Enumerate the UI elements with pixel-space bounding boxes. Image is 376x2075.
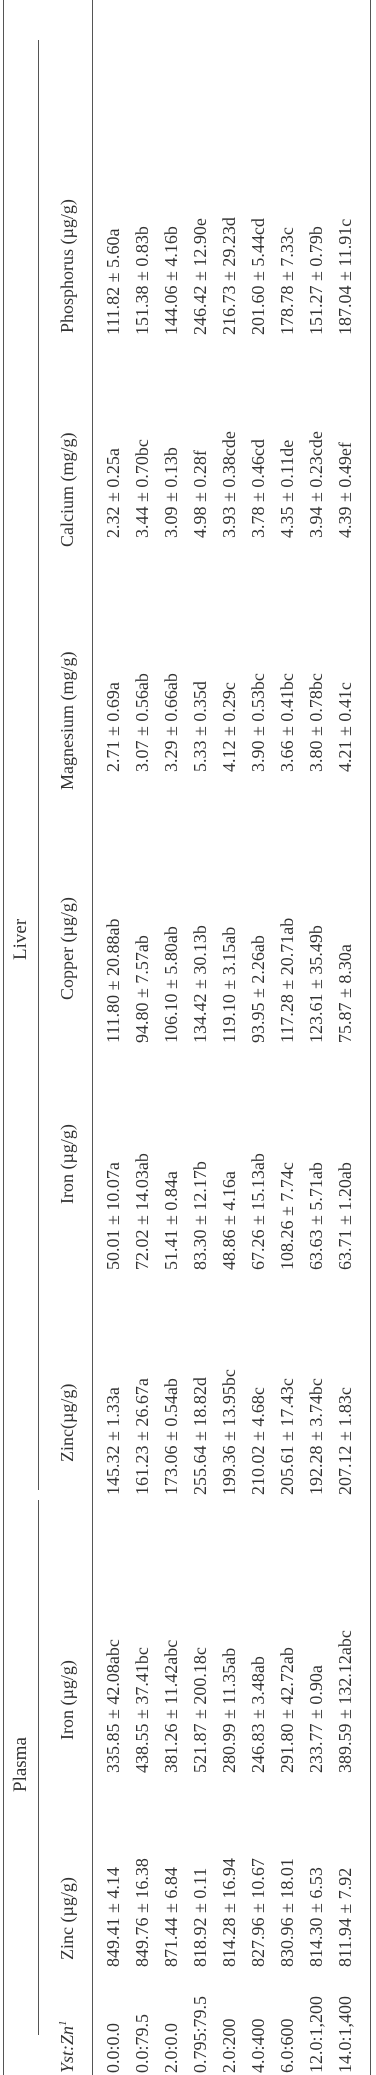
table-cell: 4.98 ± 0.28f [190,450,210,538]
table-cell: 151.27 ± 0.79b [306,226,326,335]
table-cell: 830.96 ± 18.01 [277,1858,297,1967]
table-cell: 335.85 ± 42.08abc [103,1639,123,1773]
table-cell: 818.92 ± 0.11 [190,1867,210,1967]
table-cell: 145.32 ± 1.33a [103,1387,123,1495]
row-label: 0.0:79.5 [132,2013,152,2073]
table-cell: 871.44 ± 6.84 [161,1867,181,1967]
table-cell: 2.71 ± 0.69a [103,682,123,772]
row-label-header: Yst:Zn$^1$ [57,2020,77,2073]
table-cell: 4.21 ± 0.41c [335,682,355,772]
col-header-liver-magnesium: Magnesium (mg/g) [57,651,77,790]
table-cell: 4.12 ± 0.29c [219,682,239,772]
table-cell: 3.78 ± 0.46cd [248,439,268,538]
table-cell: 83.30 ± 12.17b [190,1161,210,1270]
table-cell: 438.55 ± 37.41bc [132,1647,152,1773]
table-cell: 111.80 ± 20.88ab [103,918,123,1043]
col-header-liver-iron: Iron (µg/g) [57,1124,77,1204]
table-cell: 173.06 ± 0.54ab [161,1378,181,1495]
table-cell: 255.64 ± 18.82d [190,1377,210,1495]
row-label: 0.0:0.0 [103,2022,123,2073]
table-cell: 5.33 ± 0.35d [190,681,210,772]
table-cell: 72.02 ± 14.03ab [132,1153,152,1270]
table-cell: 50.01 ± 10.07a [103,1162,123,1270]
table-cell: 119.10 ± 3.15ab [219,926,239,1043]
table-cell: 63.63 ± 5.71ab [306,1162,326,1270]
table-cell: 4.39 ± 0.49ef [335,442,355,538]
table-cell: 246.83 ± 3.48ab [248,1656,268,1773]
table-cell: 134.42 ± 30.13b [190,925,210,1043]
col-header-plasma-zinc: Zinc (µg/g) [57,1877,77,1960]
group-label-plasma: Plasma [10,1737,31,1792]
table-cell: 3.90 ± 0.53bc [248,673,268,772]
table-cell: 201.60 ± 5.44cd [248,218,268,335]
table-cell: 3.94 ± 0.23cde [306,431,326,538]
table-cell: 93.95 ± 2.26ab [248,935,268,1043]
table-cell: 111.82 ± 5.60a [103,228,123,335]
col-header-plasma-iron: Iron (µg/g) [57,1660,77,1740]
table-cell: 151.38 ± 0.83b [132,226,152,335]
table-cell: 75.87 ± 8.30a [335,944,355,1043]
table-cell: 67.26 ± 15.13ab [248,1153,268,1270]
table-cell: 207.12 ± 1.83c [335,1387,355,1495]
table-cell: 48.86 ± 4.16a [219,1171,239,1270]
row-label: 14.0:1,400 [335,1995,355,2073]
table-cell: 811.94 ± 7.92 [335,1867,355,1967]
table-cell: 814.30 ± 6.53 [306,1867,326,1967]
table-top-rule [3,0,4,2075]
table-bottom-rule [370,0,371,2075]
table-cell: 117.28 ± 20.71ab [277,917,297,1043]
table-cell: 3.66 ± 0.41bc [277,673,297,772]
table-cell: 2.32 ± 0.25a [103,448,123,538]
row-label: 0.795:79.5 [190,1995,210,2073]
table-cell: 3.80 ± 0.78bc [306,673,326,772]
table-cell: 3.09 ± 0.13b [161,447,181,538]
plasma-group-rule [38,1500,39,2035]
liver-group-rule [38,40,39,1490]
header-divider-rule [92,0,93,2075]
table-cell: 3.44 ± 0.70bc [132,439,152,538]
table-cell: 210.02 ± 4.68c [248,1387,268,1495]
table-cell: 63.71 ± 1.20ab [335,1162,355,1270]
table-cell: 94.80 ± 7.57ab [132,935,152,1043]
table-cell: 849.76 ± 16.38 [132,1858,152,1967]
row-label: 2.0:0.0 [161,2022,181,2073]
row-label: 4.0:400 [248,2018,268,2073]
table-cell: 178.78 ± 7.33c [277,227,297,335]
table-cell: 161.23 ± 26.67a [132,1378,152,1495]
table-cell: 521.87 ± 200.18c [190,1647,210,1773]
table-cell: 51.41 ± 0.84a [161,1171,181,1270]
table-cell: 814.28 ± 16.94 [219,1858,239,1967]
table-cell: 144.06 ± 4.16b [161,226,181,335]
table-cell: 123.61 ± 35.49b [306,925,326,1043]
table-cell: 827.96 ± 10.67 [248,1858,268,1967]
col-header-liver-zinc: Zinc(µg/g) [57,1383,77,1462]
table-cell: 849.41 ± 4.14 [103,1867,123,1967]
col-header-liver-phosphorus: Phosphorus (µg/g) [57,199,77,333]
row-label: 6.0:600 [277,2018,297,2073]
row-label: 12.0:1,200 [306,1995,326,2073]
table-cell: 3.93 ± 0.38cde [219,431,239,538]
col-header-liver-calcium: Calcium (mg/g) [57,432,77,547]
table-cell: 199.36 ± 13.95bc [219,1369,239,1495]
row-label: 2.0:200 [219,2018,239,2073]
table-cell: 233.77 ± 0.90a [306,1665,326,1773]
group-label-liver: Liver [10,918,31,960]
table-cell: 389.59 ± 132.12abc [335,1630,355,1773]
table-cell: 216.73 ± 29.23d [219,217,239,335]
table-cell: 4.35 ± 0.11de [277,439,297,538]
table-cell: 280.99 ± 11.35ab [219,1647,239,1773]
table-cell: 205.61 ± 17.43c [277,1378,297,1495]
col-header-liver-copper: Copper (µg/g) [57,897,77,1000]
table-cell: 381.26 ± 11.42abc [161,1639,181,1773]
table-cell: 187.04 ± 11.91c [335,218,355,335]
table-cell: 291.80 ± 42.72ab [277,1647,297,1773]
table-cell: 3.29 ± 0.66ab [161,673,181,772]
table-cell: 106.10 ± 5.80ab [161,926,181,1043]
table-cell: 192.28 ± 3.74bc [306,1378,326,1495]
table-cell: 246.42 ± 12.90e [190,218,210,335]
table-cell: 3.07 ± 0.56ab [132,673,152,772]
table-cell: 108.26 ± 7.74c [277,1162,297,1270]
